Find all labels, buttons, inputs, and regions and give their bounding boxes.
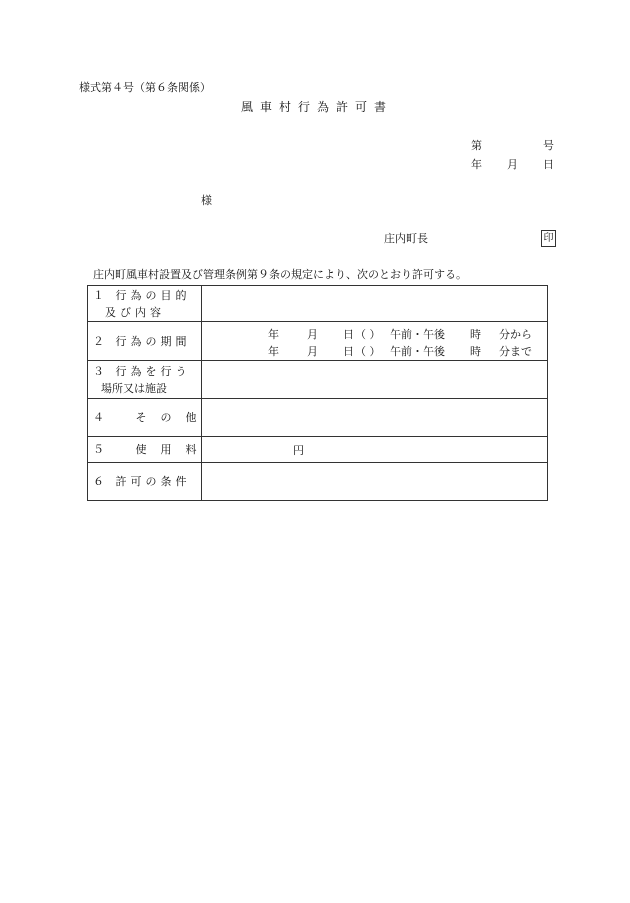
end-until: 分まで xyxy=(499,345,532,358)
document-number-prefix: 第 xyxy=(471,139,482,152)
period-end-line xyxy=(202,341,547,358)
purpose-label-line1: １ 行為の目的 xyxy=(93,288,191,302)
row-conditions xyxy=(88,463,548,501)
end-ampm: 午前・午後 xyxy=(390,345,445,358)
row-place xyxy=(88,361,548,399)
permit-details-table xyxy=(87,285,548,501)
issue-date-day: 日 xyxy=(543,158,554,171)
end-dow: （ ） xyxy=(355,345,381,358)
issuer-name: 庄内町長 xyxy=(384,232,428,245)
purpose-label xyxy=(88,286,202,322)
purpose-label-line2: 及び内容 xyxy=(105,305,165,319)
period-label-cell xyxy=(88,322,202,361)
conditions-value xyxy=(202,463,548,501)
other-label-cell xyxy=(88,399,211,437)
place-label-line1: ３ 行為を行う xyxy=(93,364,191,378)
end-day: 日 xyxy=(343,345,354,358)
row-other xyxy=(88,399,548,437)
end-hour: 時 xyxy=(470,345,481,358)
issue-date-year: 年 xyxy=(471,158,482,171)
start-month: 月 xyxy=(307,328,318,341)
fee-yen-unit: 円 xyxy=(293,444,304,457)
start-ampm: 午前・午後 xyxy=(390,328,445,341)
addressee-honorific: 様 xyxy=(201,194,212,207)
conditions-label: ６ 許可の条件 xyxy=(93,475,191,488)
period-value xyxy=(202,322,548,361)
conditions-label-cell xyxy=(88,463,202,501)
row-purpose xyxy=(88,286,548,322)
place-label xyxy=(88,361,202,399)
start-year: 年 xyxy=(268,328,279,341)
form-number-label: 様式第４号（第６条関係） xyxy=(79,81,211,94)
place-value xyxy=(202,361,548,399)
purpose-value xyxy=(202,286,548,322)
start-day: 日 xyxy=(343,328,354,341)
end-year: 年 xyxy=(268,345,279,358)
start-dow: （ ） xyxy=(355,328,381,341)
other-label: ４ その他 xyxy=(93,411,211,424)
row-period xyxy=(88,322,548,361)
place-label-line2: 場所又は施設 xyxy=(101,381,167,395)
fee-label: ５ 使用料 xyxy=(93,443,211,456)
period-label: ２ 行為の期間 xyxy=(93,334,191,348)
seal-mark: 印 xyxy=(541,230,556,247)
document-title: 風車村行為許可書 xyxy=(240,100,393,114)
period-start-line xyxy=(202,324,547,341)
end-month: 月 xyxy=(307,345,318,358)
other-value xyxy=(202,399,548,437)
issue-date-month: 月 xyxy=(507,158,518,171)
document-number-suffix: 号 xyxy=(543,139,554,152)
intro-text: 庄内町風車村設置及び管理条例第９条の規定により、次のとおり許可する。 xyxy=(93,268,467,281)
start-hour: 時 xyxy=(470,328,481,341)
fee-label-cell xyxy=(88,437,211,463)
fee-value xyxy=(202,437,548,463)
row-fee xyxy=(88,437,548,463)
start-from: 分から xyxy=(499,328,532,341)
